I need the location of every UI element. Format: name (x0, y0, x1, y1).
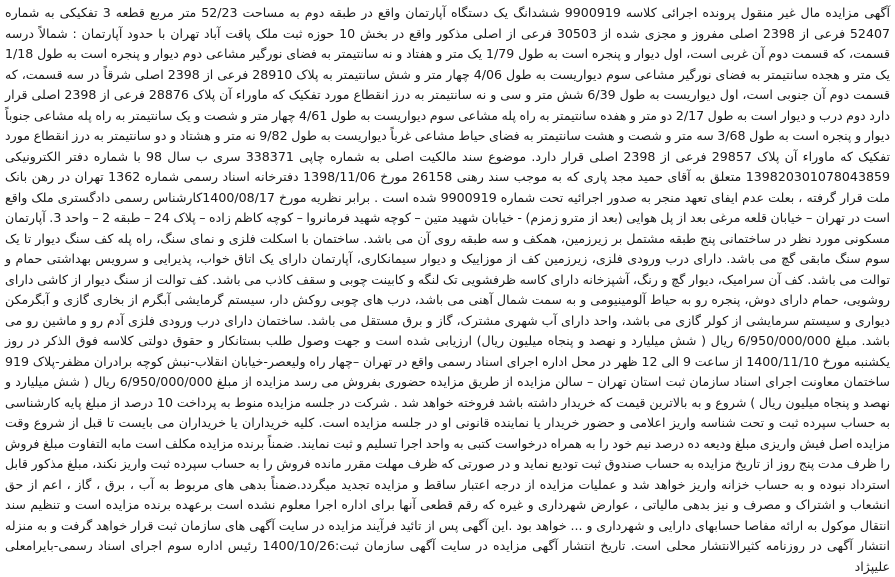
auction-notice-text: آگهی مزایده مال غیر منقول پرونده اجرائی کلاسه 9900919 ششدانگ یک دستگاه آپارتمان واقع در طبقه دوم به مساحت 52/23 متر مربع قطعه 3 تفکیکی به شماره 52407 فرعی از 2398 اصلی مفروز و مجزی شده از 30503 فرعی از اصلی مذکور واقع در بخش 10 حوزه ثبت ملک پاقت آباد تهران با حدود آپارتمان : شمالاً درسه قسمت، که قسمت دوم آن غربی است، اول دیوار و پنجره است به طول 1/79 یک متر و هفتاد و نه سانتیمتر به فضای نورگیر مشاعی دوم دیوار و پنجره است به طول 1/18 یک متر و هجده سانتیمتر به فضای نورگیر مشاعی سوم دیواریست به طول 4/06 چهار متر و شش سانتیمتر به پلاک 28910 فرعی از 2398 اصلی شرقاً در سه قسمت، که قسمت دوم آن جنوبی است، اول دیواریست به طول 6/39 شش متر و سی و نه سانتیمتر به درز انقطاع مورد تفکیک که ماوراء آن پلاک 28876 فرعی از 2398 اصلی قرار دارد دوم درب و دیوار است به طول 2/17 دو متر و هفده سانتیمتر به راه پله مشاعی سوم دیواریست به طول 4/61 چهار متر و شصت و یک سانتیمتر به راه پله مشاعی جنوباً دیوار و پنجره است به طول 3/68 سه متر و شصت و هشت سانتیمتر به فضای حیاط مشاعی غرباً دیواریست به طول 9/82 نه متر و هشتاد و دو سانتیمتر به درز انقطاع مورد تفکیک که ماوراء آن پلاک 29857 فرعی از 2398 اصلی قرار دارد. موضوع سند مالکیت اصلی به شماره چاپی 338371 سری ب سال 98 با شماره دفتر الکترونیکی 139820301078043859 متعلق به آقای حمید مجد پاری که به موجب سند رهنی 26158 مورخ 1398/11/06 دفترخانه اسناد رسمی شماره 1362 تهران در رهن بانک ملت قرار گرفته ، بعلت عدم ایفای تعهد منجر به صدور اجرائیه تحت شماره 9900919 شده است . برابر نظریه مورخ 1400/08/17کارشناس رسمی دادگستری ملک واقع است در تهران – خیابان قلعه مرغی بعد از پل هوایی (بعد از مترو زمزم) - خیابان شهید متین – کوچه شهید فرمانروا – کوچه کاظم زاده – پلاک 24 – طبقه 2 – واحد 3. آپارتمان مسکونی مورد نظر در ساختمانی پنج طبقه مشتمل بر زیرزمین، همکف و سه طبقه روی آن می باشد. ساختمان با اسکلت فلزی و نمای سنگ، راه پله کف سنگ دیوار تا یک سوم سنگ مابقی گچ می باشد. دارای درب ورودی فلزی، زیرزمین کف از موزاییک و دیوار سیمانکاری، آپارتمان دارای یک اتاق خواب، پذیرایی و سرویس بهداشتی حمام و توالت می باشد. کف آن سرامیک، دیوار گچ و رنگ، آشپزخانه دارای کاسه ظرفشویی تک لنگه و کابینت چوبی و سقف کاذب می باشد. کف توالت از سنگ دیوار از کاشی دارای روشویی، حمام دارای دوش، پنجره رو به حیاط آلومینیومی و به سمت شمال آهنی می باشد، درب های چوبی روکش دار، سیستم گرمایشی آبگرم از بخاری گازی و آبگرمکن دیواری و سیستم سرمایشی از کولر گازی می باشد، واحد دارای آب شهری مشترک، گاز و برق مستقل می باشد. ساختمان دارای درب ورودی فلزی آدم رو و ماشین رو می باشد. مبلغ 6/950/000/000 ریال ( شش میلیارد و نهصد و پنجاه میلیون ریال) ارزیابی شده است و جهت وصول طلب بستانکار و حقوق دولتی کلاسه فوق الذکر در روز یکشنبه مورخ 1400/11/10 از ساعت 9 الی 12 ظهر در محل اداره اجرای اسناد رسمی واقع در تهران –چهار راه ولیعصر-خیابان انقلاب-نبش کوچه برادران مظفر-پلاک 919 ساختمان معاونت اجرای اسناد سازمان ثبت استان تهران – سالن مزایده از طریق مزایده حضوری بفروش می رسد مزایده از مبلغ 6/950/000/000 ریال ( شش میلیارد و نهصد و پنجاه میلیون ریال ) شروع و به بالاترین قیمت که خریدار داشته باشد فروخته خواهد شد . شرکت در جلسه مزایده منوط به پرداخت 10 درصد از مبلغ پایه کارشناسی به حساب سپرده ثبت و تحت شناسه واریز اعلامی و حضور خریدار یا نماینده قانونی او در جلسه مزایده است. کلیه خریداران یا خریداران می بایست تا قبل از شروع وقت مزایده اصل فیش واریزی مبلغ ودیعه ده درصد نیم خود را به همراه درخواست کتبی به واحد اجرا تسلیم و ثبت نمایند. ضمناً برنده مزایده مکلف است مابه التفاوت مبلغ فروش را ظرف مدت پنج روز از تاریخ مزایده به حساب صندوق ثبت تودیع نماید و در صورتی که ظرف مهلت مقرر مانده فروش را به حساب سپرده ثبت واریز نکند، مبلغ مذکور قابل استرداد نبوده و به حساب خزانه واریز خواهد شد و عملیات مزایده از درجه اعتبار ساقط و مزایده تجدید میگردد.ضمناً بدهی های مربوط به آب ، برق ، گاز ، اعم از حق انشعاب و اشتراک و مصرف و نیز بدهی مالیاتی ، عوارض شهرداری و غیره که رقم قطعی آنها برای اداره اجرا معلوم نشده است برعهده برنده مزایده است و تنظیم سند انتقال موکول به ارائه مفاصا حسابهای دارایی و شهرداری و ... خواهد بود .این آگهی پس از تائید فرآیند مزایده در سایت آگهی های سازمان ثبت قرار خواهد گرفت و به منزله انتشار آگهی در روزنامه کثیرالانتشار محلی است. تاریخ انتشار آگهی مزایده در سایت آگهی سازمان ثبت:1400/10/26 رئیس اداره سوم اجرای اسناد رسمی-بایرامعلی علیپژاد (5, 5, 891, 574)
